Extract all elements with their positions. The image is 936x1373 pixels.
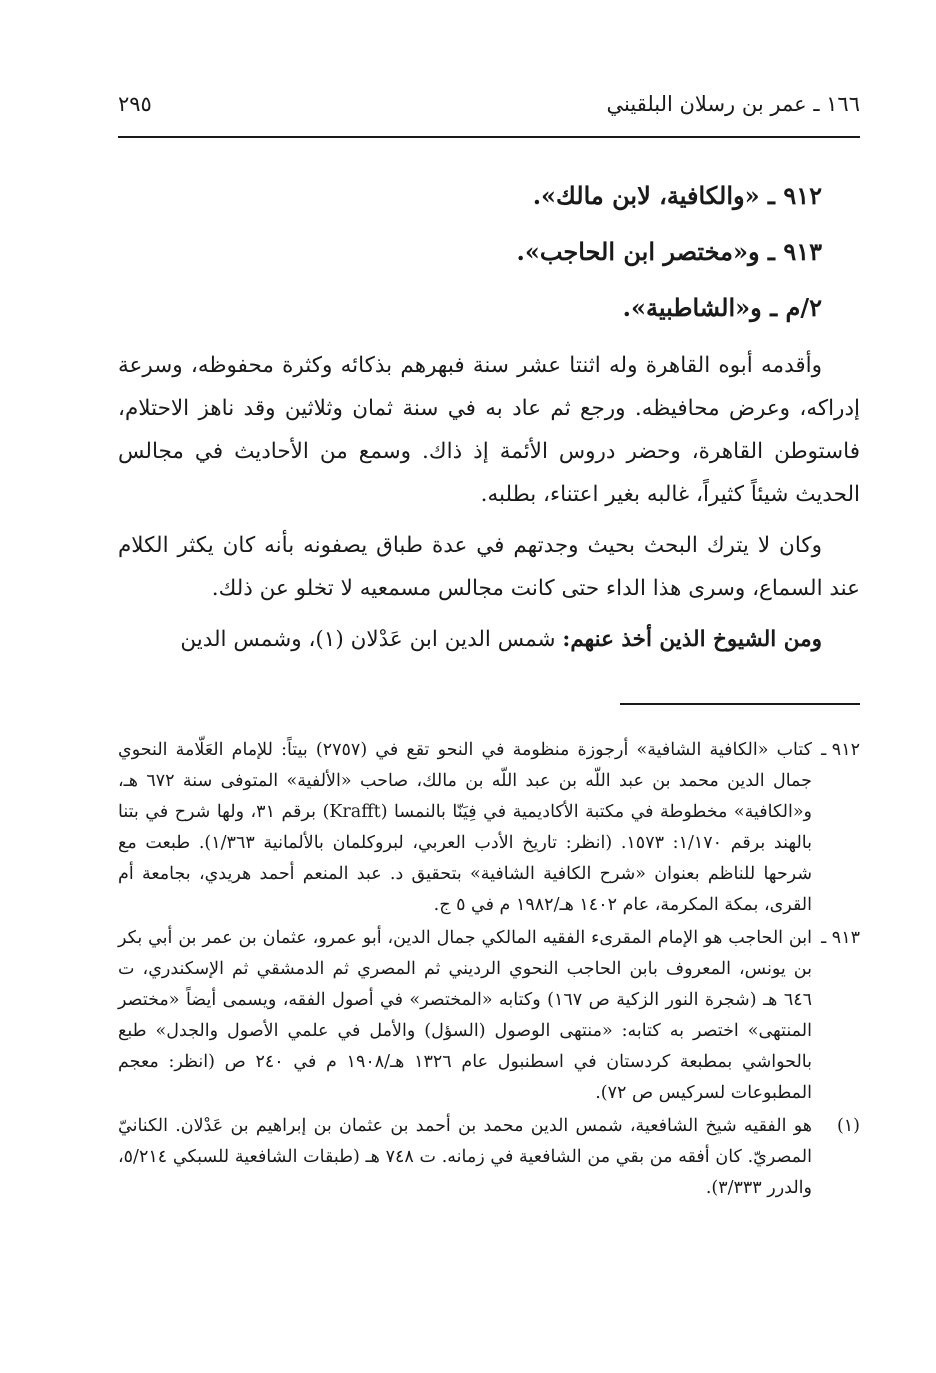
footnote-1 xyxy=(118,1111,860,1204)
teachers-text: شمس الدين ابن عَدْلان (١)، وشمس الدين xyxy=(180,627,556,652)
paragraph-arrival-cairo: وأقدمه أبوه القاهرة وله اثنتا عشر سنة فبهرهم بذكائه وكثرة محفوظه، وسرعة إدراكه، وعرض محافيظه. ورجع ثم عاد به في سنة ثمان وثلاثين وقد ناهز الاحتلام، فاستوطن القاهرة، وحضر دروس الأئمة إذ ذاك. وسمع من الأحاديث في مجالس الحديث شيئاً كثيراً، غالبه بغير اعتناء، بطلبه. xyxy=(118,353,860,507)
entry-912: ٩١٢ ـ «والكافية، لابن مالك». xyxy=(532,181,822,210)
main-text xyxy=(118,168,860,661)
footnote-text: كتاب «الكافية الشافية» أرجوزة منظومة في النحو تقع في (٢٧٥٧) بيتاً: للإمام العَلّامة النحوي جمال الدين محمد بن عبد اللّه بن عبد اللّه بن مالك، صاحب «الألفية» المتوفى سنة ٦٧٢ هـ، و«الكافية» مخطوطة في مكتبة الأكاديمية في فِيَنّا بالنمسا (Krafft) برقم ٣١، ولها شرح في بتنا بالهند برقم ١/١٧٠: ١٥٧٣. (انظر: تاريخ الأدب العربي، لبروكلمان بالألمانية ١/٣٦٣). طبعت مع شرحها للناظم بعنوان «شرح الكافية الشافية» بتحقيق د. عبد المنعم أحمد هريدي، بجامعة أم القرى، بمكة المكرمة، عام ١٤٠٢ هـ/١٩٨٢ م في ٥ ج. xyxy=(118,740,812,915)
entry-2m: ٢/م ـ و«الشاطبية». xyxy=(622,293,822,322)
page-header xyxy=(118,92,860,124)
header-rule xyxy=(118,136,860,138)
footnote-912 xyxy=(118,735,860,921)
footnote-label: ٩١٢ ـ xyxy=(821,740,860,760)
paragraph-teachers xyxy=(118,618,860,661)
paragraph-discussion: وكان لا يترك البحث بحيث وجدتهم في عدة طباق يصفونه بأنه كان يكثر الكلام عند السماع، وسرى هذا الداء حتى كانت مجالس مسمعيه لا تخلو عن ذلك. xyxy=(118,533,860,601)
footnote-label: ٩١٣ ـ xyxy=(821,928,860,948)
running-title: ١٦٦ ـ عمر بن رسلان البلقيني xyxy=(606,92,860,116)
footnote-text: هو الفقيه شيخ الشافعية، شمس الدين محمد بن أحمد بن عثمان بن إبراهيم بن عَدْلان. الكنانيّ المصريّ. كان أفقه من بقي من الشافعية في زمانه. ت ٧٤٨ هـ (طبقات الشافعية للسبكي ٥/٢١٤، والدرر ٣/٣٣٣). xyxy=(118,1116,812,1198)
teachers-heading: ومن الشيوخ الذين أخذ عنهم: xyxy=(562,627,822,652)
entry-913: ٩١٣ ـ و«مختصر ابن الحاجب». xyxy=(516,237,822,266)
footnote-text: ابن الحاجب هو الإمام المقرىء الفقيه المالكي جمال الدين، أبو عمرو، عثمان بن عمر بن أبي بكر بن يونس، المعروف بابن الحاجب النحوي الرديني ثم المصري ثم الدمشقي ثم الإسكندري، ت ٦٤٦ هـ (شجرة النور الزكية ص ١٦٧) وكتابه «المختصر» في أصول الفقه، ويسمى أيضاً «مختصر المنتهى» اختصر به كتابه: «منتهى الوصول (السؤل) والأمل في علمي الأصول والجدل» طبع بالحواشي بمطبعة كردستان في اسطنبول عام ١٣٢٦ هـ/١٩٠٨ م في ٢٤٠ ص (انظر: معجم المطبوعات لسركيس ص ٧٢). xyxy=(118,928,813,1103)
footnote-label: (١) xyxy=(836,1116,860,1136)
footnote-913 xyxy=(118,923,860,1109)
footnotes xyxy=(118,735,860,1206)
footnote-rule xyxy=(620,703,860,705)
page-number: ٢٩٥ xyxy=(118,92,152,116)
